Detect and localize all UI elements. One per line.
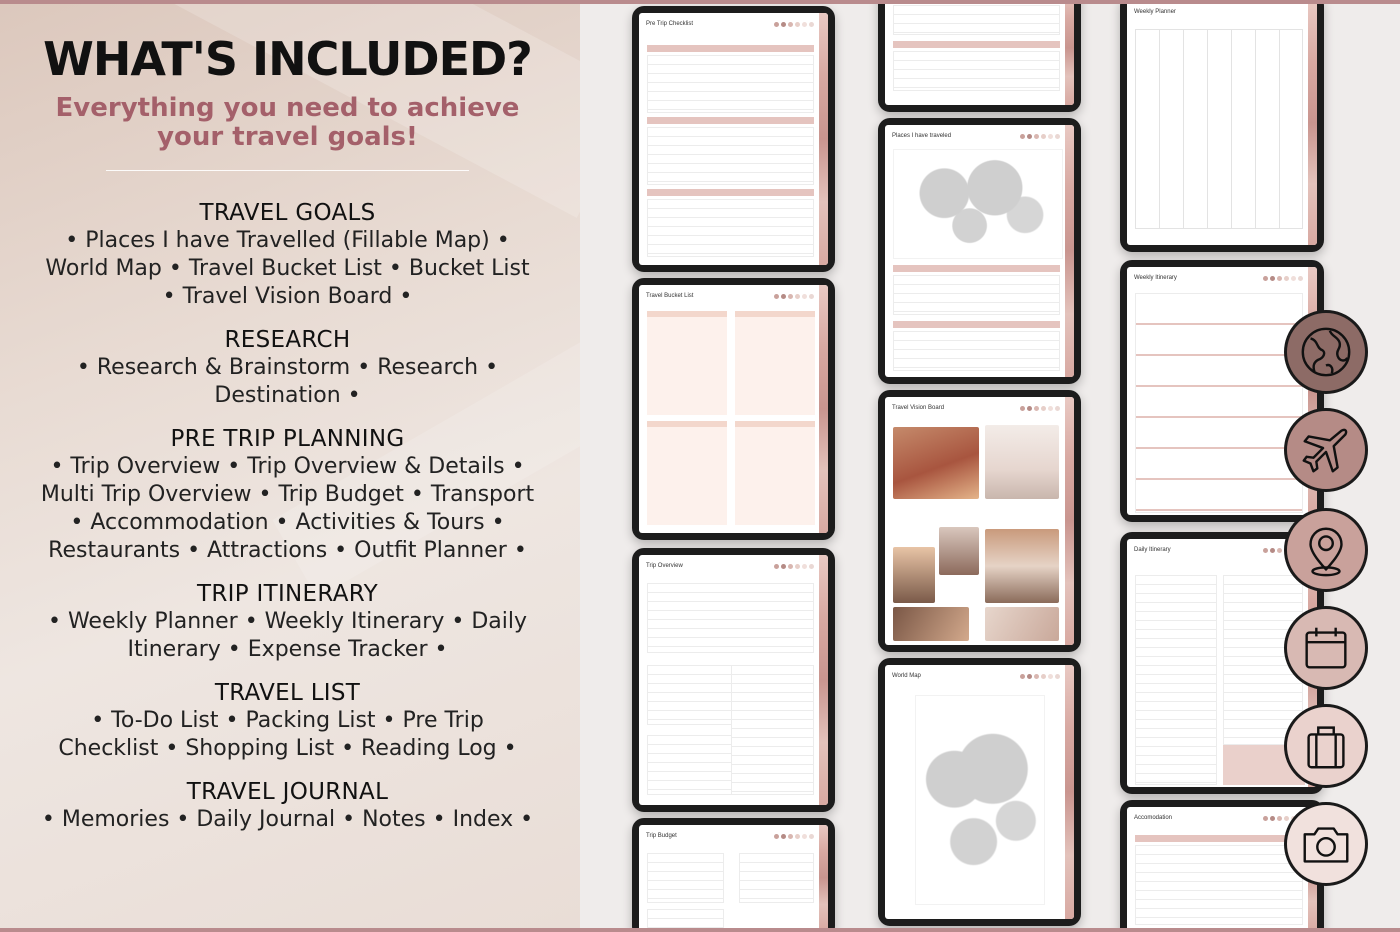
section-heading: RESEARCH [224, 327, 351, 353]
color-dots [774, 834, 814, 839]
color-dots [1020, 134, 1060, 139]
section-tabs [819, 13, 828, 265]
feature-list [40, 200, 535, 850]
section-tabs [819, 825, 828, 928]
section-heading: TRAVEL LIST [214, 680, 361, 706]
desert-road-photo [893, 427, 979, 499]
page-preview [639, 13, 828, 265]
tablet-trip-budget [632, 818, 835, 928]
features-panel [0, 4, 580, 928]
table-header [647, 189, 814, 196]
table-lines [893, 331, 1060, 371]
page-preview [885, 665, 1074, 919]
section-trip-itinerary [40, 581, 535, 664]
dream-photo [985, 607, 1059, 641]
table-lines [893, 51, 1060, 91]
page-subtitle: Everything you need to achieve your travel goals! [55, 93, 520, 152]
color-dots [1020, 674, 1060, 679]
page-preview [639, 555, 828, 805]
bucket-column [647, 311, 727, 415]
page-title: Daily Itinerary [1134, 547, 1171, 553]
page-preview [639, 285, 828, 533]
page-preview [885, 125, 1074, 377]
budget-table [647, 853, 724, 903]
color-dots [774, 564, 814, 569]
divider [106, 170, 469, 171]
world-map [893, 149, 1063, 259]
section-tabs [1308, 4, 1317, 245]
overview-details [731, 665, 814, 795]
page-title: Weekly Itinerary [1134, 275, 1177, 281]
section-pre-trip-planning [40, 426, 535, 565]
taj-mahal-photo [985, 529, 1059, 603]
color-dots [1263, 276, 1303, 281]
page-title: Travel Vision Board [892, 405, 945, 411]
page-preview [885, 4, 1074, 105]
section-tabs [1065, 397, 1074, 645]
table-header [1135, 835, 1303, 842]
bucket-column [735, 311, 815, 415]
page-title: Travel Bucket List [646, 293, 694, 299]
checklist-lines [647, 127, 814, 185]
overview-list [647, 665, 732, 725]
section-tabs [1065, 125, 1074, 377]
budget-table [647, 909, 724, 928]
tablet-weekly-itinerary [1120, 260, 1324, 522]
section-heading: TRAVEL GOALS [199, 200, 376, 226]
tablet-places-traveled [878, 118, 1081, 384]
table-header [893, 321, 1060, 328]
bucket-column [647, 421, 727, 525]
section-tabs [1065, 4, 1074, 105]
table-header [893, 265, 1060, 272]
camera-icon [1284, 802, 1368, 886]
planner-previews [580, 4, 1400, 928]
bucket-column [735, 421, 815, 525]
section-tabs [819, 285, 828, 533]
section-tabs [819, 555, 828, 805]
tablet-travel-bucket-list [632, 278, 835, 540]
weekly-grid [1135, 29, 1303, 229]
tablet-weekly-planner [1120, 4, 1324, 252]
world-map [915, 695, 1045, 905]
page-title: Accomodation [1134, 815, 1173, 821]
section-items: • To-Do List • Packing List • Pre Trip Checklist • Shopping List • Reading Log • [58, 708, 517, 761]
page-title: Pre Trip Checklist [646, 21, 694, 27]
page-title: WHAT'S INCLUDED? [43, 32, 532, 86]
airplane-icon [1284, 408, 1368, 492]
page-title: World Map [892, 673, 921, 679]
calendar-icon [1284, 606, 1368, 690]
tablet-trip-overview [632, 548, 835, 812]
location-pin-icon [1284, 508, 1368, 592]
page-preview [639, 825, 828, 928]
section-items: • Trip Overview • Trip Overview & Details • Multi Trip Overview • Trip Budget • Transport • Accommodation • Activities & Tours • Restaurants • Attractions • Outfit Planner • [40, 454, 535, 563]
table-lines [893, 5, 1060, 35]
page-title: Trip Overview [646, 563, 683, 569]
page-title: Trip Budget [646, 833, 677, 839]
section-items: • Places I have Travelled (Fillable Map) • World Map • Travel Bucket List • Bucket List • Travel Vision Board • [45, 228, 530, 309]
section-research [40, 327, 535, 410]
table-header [647, 45, 814, 52]
page-title: Weekly Planner [1134, 9, 1176, 15]
section-heading: PRE TRIP PLANNING [170, 426, 405, 452]
tablet-travel-vision-board [878, 390, 1081, 652]
section-heading: TRIP ITINERARY [197, 581, 378, 607]
car-photo [893, 607, 969, 641]
suitcase-icon [1284, 704, 1368, 788]
budget-table [739, 853, 814, 903]
table-lines [893, 275, 1060, 315]
bottom-border [0, 928, 1400, 932]
checklist-lines [647, 199, 814, 257]
section-items: • Memories • Daily Journal • Notes • Index • [41, 807, 534, 832]
color-dots [1020, 406, 1060, 411]
section-heading: TRAVEL JOURNAL [186, 779, 389, 805]
overview-fields [647, 583, 814, 653]
section-travel-goals [40, 200, 535, 311]
page-preview [1127, 267, 1317, 515]
balloon-photo [939, 527, 979, 575]
table-header [893, 41, 1060, 48]
activities-list [647, 735, 732, 795]
section-items: • Research & Brainstorm • Research • Destination • [76, 355, 499, 408]
tablet-expense-summary [878, 4, 1081, 112]
tablet-world-map [878, 658, 1081, 926]
section-tabs [1065, 665, 1074, 919]
section-items: • Weekly Planner • Weekly Itinerary • Daily Itinerary • Expense Tracker • [48, 609, 527, 662]
table-header [647, 117, 814, 124]
accomodation-fields [1135, 845, 1303, 925]
section-travel-list [40, 680, 535, 763]
section-travel-journal [40, 779, 535, 834]
color-dots [774, 294, 814, 299]
color-dots [774, 22, 814, 27]
checklist-lines [647, 55, 814, 113]
globe-icon [1284, 310, 1368, 394]
santorini-photo [985, 425, 1059, 499]
tablet-pre-trip-checklist [632, 6, 835, 272]
schedule-lines [1135, 575, 1217, 785]
itinerary-days [1135, 293, 1303, 513]
page-preview [1127, 4, 1317, 245]
beach-photo [893, 547, 935, 603]
page-preview [885, 397, 1074, 645]
page-title: Places I have traveled [892, 133, 952, 139]
